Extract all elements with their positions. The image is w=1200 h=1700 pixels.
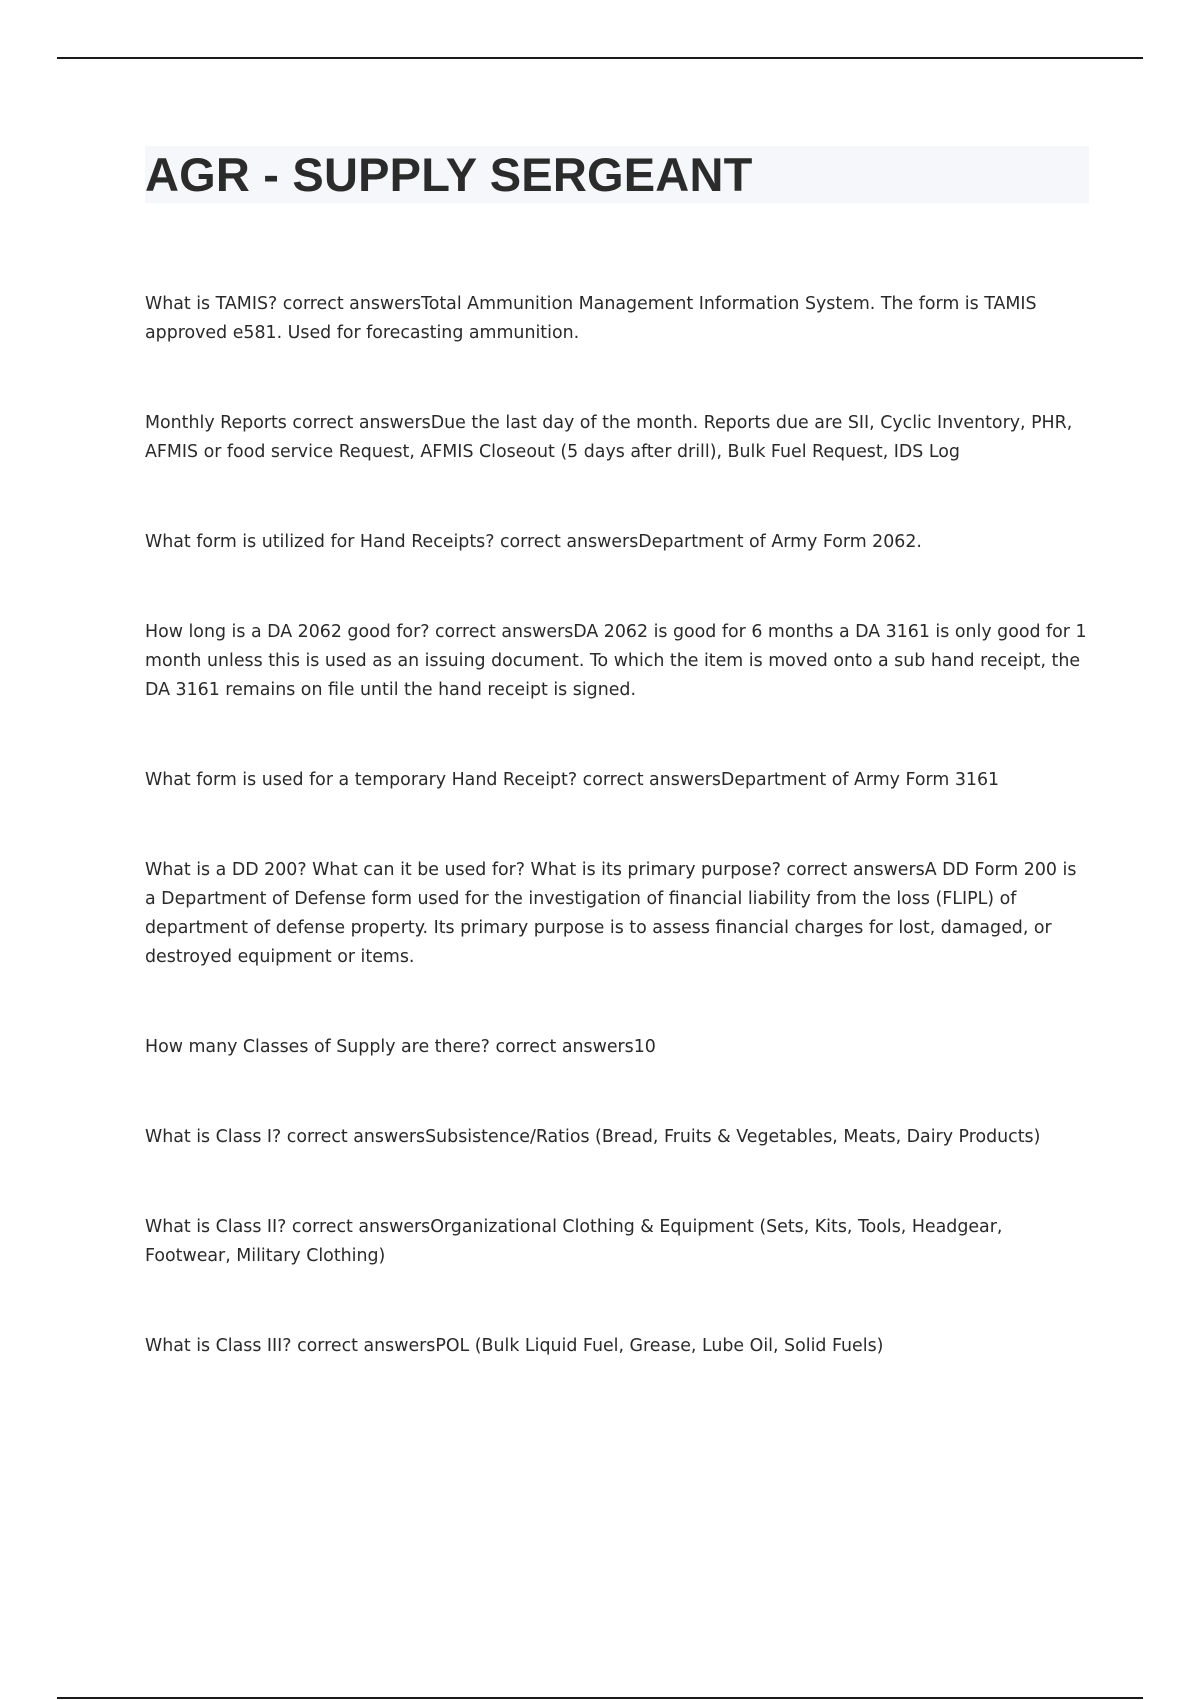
- qa-item-temporary-hand-receipt: What form is used for a temporary Hand Receipt? correct answersDepartment of Army Form 3161: [145, 770, 1000, 790]
- qa-list: [145, 290, 1090, 1422]
- qa-item-classes-of-supply: How many Classes of Supply are there? correct answers10: [145, 1037, 656, 1057]
- header-rule: [57, 57, 1143, 59]
- footer-rule: [57, 1697, 1143, 1699]
- qa-item-da-2062-validity: How long is a DA 2062 good for? correct answersDA 2062 is good for 6 months a DA 3161 is only good for 1 month unless this is used as an issuing document. To which the item is moved onto a sub hand receipt, the DA 3161 remains on file until the hand receipt is signed.: [145, 622, 1087, 700]
- qa-item-class-iii: What is Class III? correct answersPOL (Bulk Liquid Fuel, Grease, Lube Oil, Solid Fuels): [145, 1336, 884, 1356]
- qa-item-hand-receipt-form: What form is utilized for Hand Receipts? correct answersDepartment of Army Form 2062.: [145, 532, 922, 552]
- qa-item-class-ii: What is Class II? correct answersOrganizational Clothing & Equipment (Sets, Kits, Tools, Headgear, Footwear, Military Clothing): [145, 1217, 1003, 1266]
- qa-item-dd-200: What is a DD 200? What can it be used for? What is its primary purpose? correct answersA DD Form 200 is a Department of Defense form used for the investigation of financial liability from the loss (FLIPL) of department of defense property. Its primary purpose is to assess financial charges for lost, damaged, or destroyed equipment or items.: [145, 860, 1077, 967]
- qa-item-monthly-reports: Monthly Reports correct answersDue the last day of the month. Reports due are SII, Cyclic Inventory, PHR, AFMIS or food service Request, AFMIS Closeout (5 days after drill), Bulk Fuel Request, IDS Log: [145, 413, 1073, 462]
- document-title: AGR - SUPPLY SERGEANT: [145, 148, 753, 201]
- qa-item-class-i: What is Class I? correct answersSubsistence/Ratios (Bread, Fruits & Vegetables, Meats, Dairy Products): [145, 1127, 1041, 1147]
- qa-item-tamis: What is TAMIS? correct answersTotal Ammunition Management Information System. The form is TAMIS approved e581. Used for forecasting ammunition.: [145, 294, 1037, 343]
